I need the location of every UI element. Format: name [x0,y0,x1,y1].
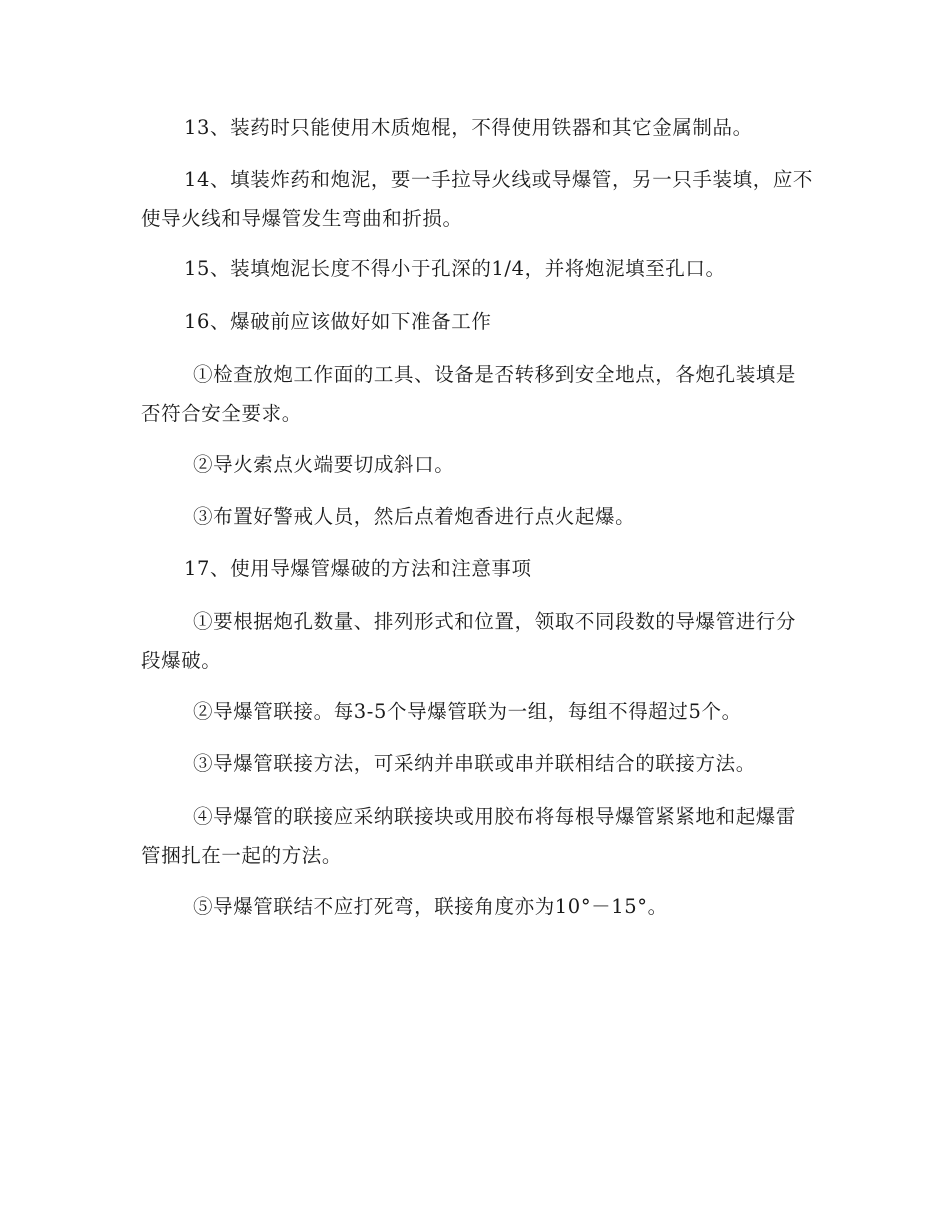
paragraph-item-13: 13、装药时只能使用木质炮棍，不得使用铁器和其它金属制品。 [184,116,753,139]
sub-item-17-4: ④导爆管的联接应采纳联接块或用胶布将每根导爆管紧紧地和起爆雷管捆扎在一起的方法。 [141,805,797,867]
sub-item-16-2: ②导火索点火端要切成斜口。 [193,453,455,476]
sub-item-17-1: ①要根据炮孔数量、排列形式和位置，领取不同段数的导爆管进行分段爆破。 [141,610,797,672]
sub-item-17-5: ⑤导爆管联结不应打死弯，联接角度亦为10°－15°。 [193,895,668,918]
sub-item-16-3: ③布置好警戒人员，然后点着炮香进行点火起爆。 [193,505,636,528]
paragraph-item-15: 15、装填炮泥长度不得小于孔深的1/4，并将炮泥填至孔口。 [184,257,726,280]
sub-item-16-1: ①检查放炮工作面的工具、设备是否转移到安全地点，各炮孔装填是否符合安全要求。 [141,363,797,425]
paragraph-item-14: 14、填装炸药和炮泥，要一手拉导火线或导爆管，另一只手装填，应不使导火线和导爆管发生弯曲和折损。 [141,168,814,230]
sub-item-17-3: ③导爆管联接方法，可采纳并串联或串并联相结合的联接方法。 [193,752,756,775]
sub-item-17-2: ②导爆管联接。每3-5个导爆管联为一组，每组不得超过5个。 [193,700,742,723]
paragraph-item-17: 17、使用导爆管爆破的方法和注意事项 [184,557,532,580]
paragraph-item-16: 16、爆破前应该做好如下准备工作 [184,310,492,333]
